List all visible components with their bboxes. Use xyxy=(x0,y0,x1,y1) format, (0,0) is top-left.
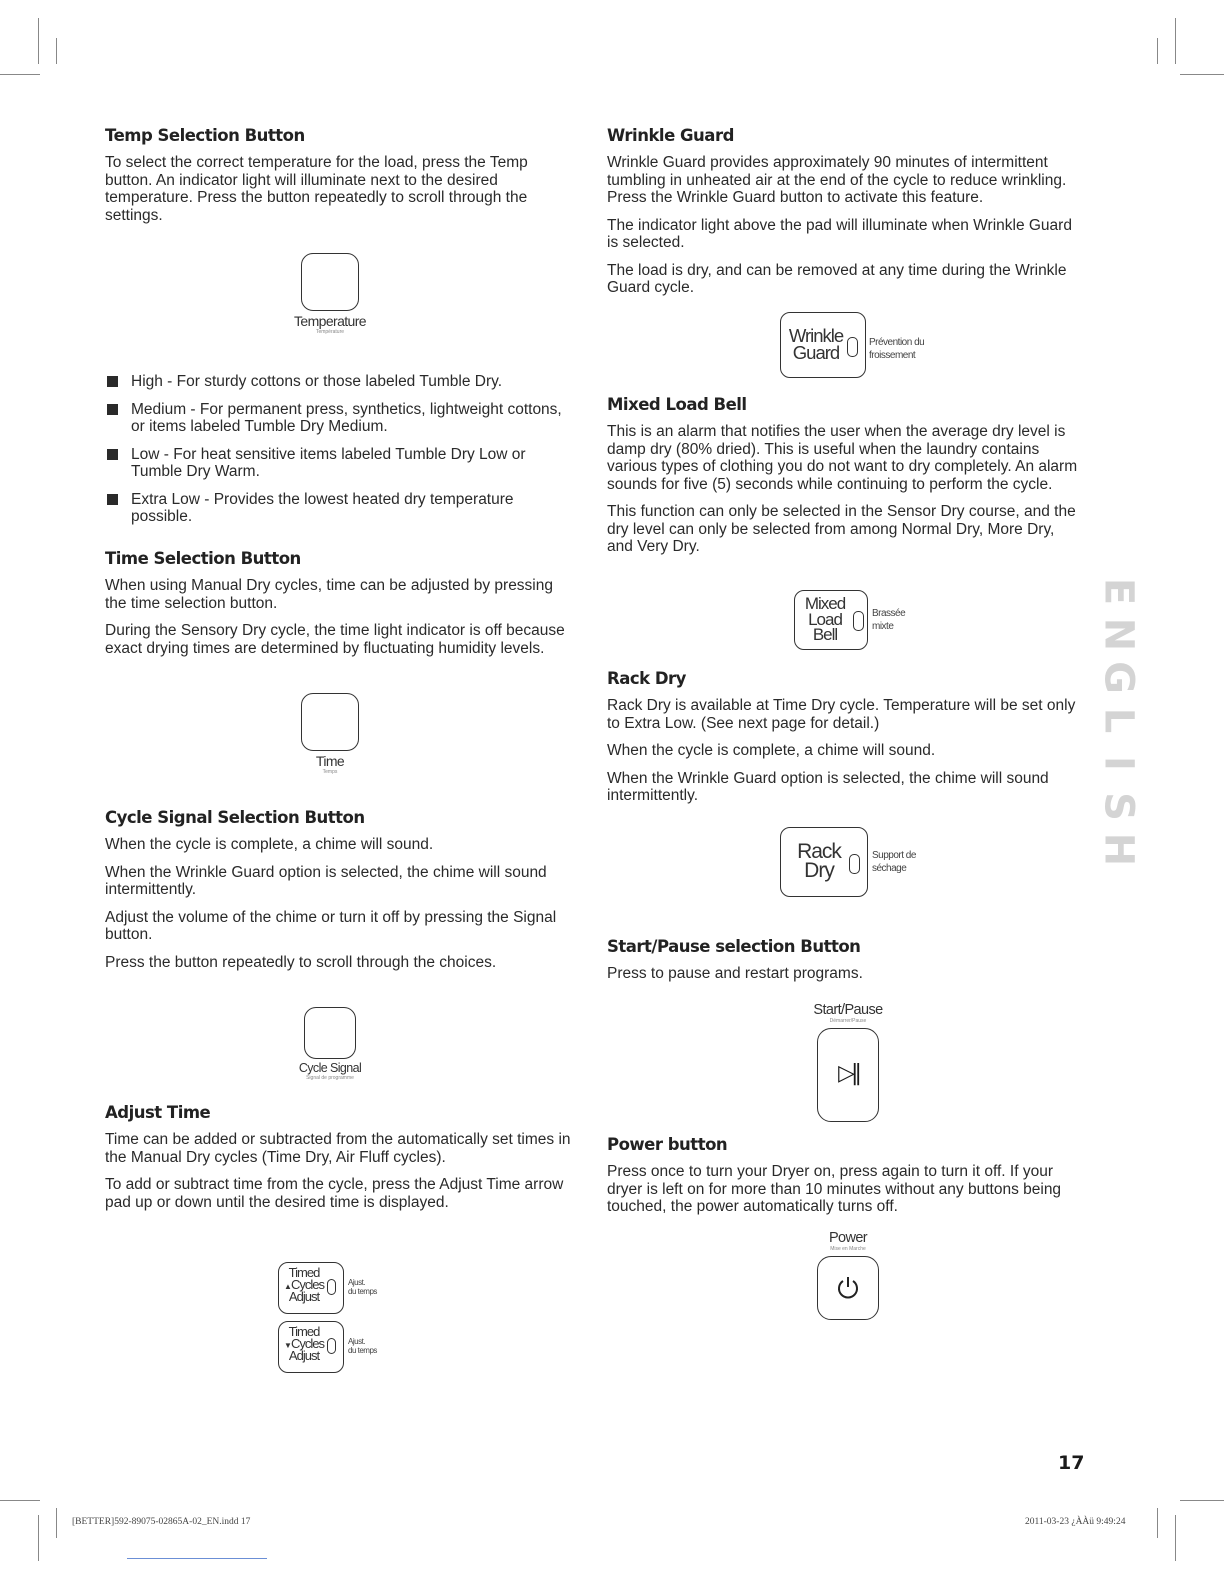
time-button-figure xyxy=(290,693,370,775)
mixed-load-bell-pad xyxy=(794,590,868,650)
adjust-up-label: Timed ▲Cycles Adjust xyxy=(284,1265,324,1304)
adjust-time-paragraph-1: Time can be added or subtracted from the automatically set times in the Manual Dry cycles (Time Dry, Air Fluff cycles). xyxy=(105,1131,571,1166)
time-sublabel: Temps xyxy=(322,769,338,775)
mixed-paragraph-1: This is an alarm that notifies the user when the average dry level is damp dry (80% dried). This is useful when the laundry contains various types of clothing you do not want to dry completely. An alarm sounds for five (5) seconds while continuing to perform the cycle. xyxy=(607,423,1078,493)
mixed-side-label: Brassée mixte xyxy=(872,608,906,632)
adjust-up-side-label: Ajust. du temps xyxy=(348,1278,377,1296)
arrow-down-icon: ▼ xyxy=(284,1340,291,1350)
rack-heading: Rack Dry xyxy=(607,669,686,688)
power-sublabel: Mise en Marche xyxy=(830,1246,866,1252)
footer-rule xyxy=(127,1558,267,1559)
power-label: Power xyxy=(828,1230,868,1246)
power-section xyxy=(607,1135,1082,1226)
power-paragraph: Press once to turn your Dryer on, press again to turn it off. If your dryer is left on for more than 10 minutes without any buttons being touched, the power automatically turns off. xyxy=(607,1163,1062,1215)
cycle-signal-label: Cycle Signal xyxy=(298,1061,362,1075)
indicator-light-icon xyxy=(327,1338,336,1354)
cycle-signal-button-figure xyxy=(280,1007,380,1081)
bullet-high: High - For sturdy cottons or those labeled Tumble Dry. xyxy=(105,373,575,391)
crop-mark xyxy=(1180,1500,1224,1501)
start-paragraph: Press to pause and restart programs. xyxy=(607,965,863,982)
cycle-signal-paragraph-2: When the Wrinkle Guard option is selected, the chime will sound intermittently. xyxy=(105,863,547,898)
bullet-medium: Medium - For permanent press, synthetics, lightweight cottons, or items labeled Tumble Dry Medium. xyxy=(105,401,575,436)
bullet-low: Low - For heat sensitive items labeled Tumble Dry Low or Tumble Dry Warm. xyxy=(105,446,575,481)
indicator-light-icon xyxy=(847,337,858,357)
wrinkle-paragraph-1: Wrinkle Guard provides approximately 90 minutes of intermittent tumbling in unheated air at the end of the cycle to reduce wrinkling. Press the Wrinkle Guard button to activate this feature. xyxy=(607,154,1067,206)
temperature-sublabel: Température xyxy=(315,329,345,335)
temperature-label: Temperature xyxy=(294,313,366,329)
adjust-time-down-pad xyxy=(278,1321,344,1373)
start-pause-pad xyxy=(817,1028,879,1122)
adjust-time-paragraph-2: To add or subtract time from the cycle, press the Adjust Time arrow pad up or down until the desired time is displayed. xyxy=(105,1176,564,1211)
wrinkle-guard-section xyxy=(607,126,1082,307)
temp-bullet-list xyxy=(105,373,575,536)
temp-heading: Temp Selection Button xyxy=(105,126,305,145)
time-paragraph-2: During the Sensory Dry cycle, the time light indicator is off because exact drying times are determined by fluctuating humidity levels. xyxy=(105,622,565,657)
adjust-time-section xyxy=(105,1103,575,1221)
wrinkle-heading: Wrinkle Guard xyxy=(607,126,734,145)
wrinkle-guard-pad xyxy=(780,312,866,378)
rack-side-label: Support de séchage xyxy=(872,850,916,874)
bullet-extra-low: Extra Low - Provides the lowest heated dry temperature possible. xyxy=(105,491,575,526)
rack-paragraph-2: When the cycle is complete, a chime will sound. xyxy=(607,742,936,759)
rack-paragraph-3: When the Wrinkle Guard option is selected, the chime will sound intermittently. xyxy=(607,769,1049,804)
crop-mark xyxy=(38,18,39,64)
indicator-light-icon xyxy=(849,854,860,874)
crop-mark xyxy=(1180,74,1224,75)
crop-mark xyxy=(1157,38,1158,64)
left-column xyxy=(105,126,575,234)
temperature-button-figure xyxy=(290,253,370,335)
mixed-pad-label: Mixed Load Bell xyxy=(804,594,846,645)
power-pad xyxy=(817,1256,879,1320)
adjust-down-label: Timed ▼Cycles Adjust xyxy=(284,1324,324,1363)
rack-dry-pad xyxy=(780,827,868,897)
cycle-signal-pad xyxy=(304,1007,356,1059)
start-pause-sublabel: Démarrer/Pause xyxy=(829,1018,867,1024)
cycle-signal-heading: Cycle Signal Selection Button xyxy=(105,808,365,827)
cycle-signal-sublabel: Signal de programme xyxy=(306,1075,354,1081)
start-pause-label: Start/Pause xyxy=(813,1002,883,1018)
power-icon xyxy=(835,1275,861,1301)
temperature-pad xyxy=(301,253,359,311)
rack-paragraph-1: Rack Dry is available at Time Dry cycle. Temperature will be set only to Extra Low. (See next page for detail.) xyxy=(607,697,1076,732)
crop-mark xyxy=(0,1500,40,1501)
adjust-down-side-label: Ajust. du temps xyxy=(348,1337,377,1355)
language-side-tab: E N G L I S H xyxy=(1095,577,1142,867)
mixed-heading: Mixed Load Bell xyxy=(607,395,747,414)
wrinkle-pad-label: Wrinkle Guard xyxy=(788,325,844,364)
wrinkle-paragraph-3: The load is dry, and can be removed at any time during the Wrinkle Guard cycle. xyxy=(607,261,1067,296)
wrinkle-side-label: Prévention du froissement xyxy=(869,337,925,361)
cycle-signal-paragraph-4: Press the button repeatedly to scroll through the choices. xyxy=(105,953,497,971)
indicator-light-icon xyxy=(327,1279,336,1295)
crop-mark xyxy=(1175,1515,1176,1561)
time-label: Time xyxy=(315,753,345,769)
adjust-time-up-pad xyxy=(278,1262,344,1314)
start-heading: Start/Pause selection Button xyxy=(607,937,861,956)
footer-timestamp: 2011-03-23 ¿ÀÀü 9:49:24 xyxy=(1025,1517,1126,1527)
crop-mark xyxy=(56,38,57,64)
bullet-square-icon xyxy=(107,449,118,460)
crop-mark xyxy=(56,1508,57,1538)
crop-mark xyxy=(1175,18,1176,64)
time-section xyxy=(105,549,575,667)
mixed-paragraph-2: This function can only be selected in the Sensor Dry course, and the dry level can only be selected from among Normal Dry, More Dry, and Very Dry. xyxy=(607,503,1076,555)
adjust-time-heading: Adjust Time xyxy=(105,1103,211,1122)
mixed-load-section xyxy=(607,395,1082,566)
wrinkle-paragraph-2: The indicator light above the pad will illuminate when Wrinkle Guard is selected. xyxy=(607,216,1072,251)
cycle-signal-paragraph-1: When the cycle is complete, a chime will sound. xyxy=(105,836,434,853)
page-number: 17 xyxy=(1058,1452,1085,1474)
cycle-signal-paragraph-3: Adjust the volume of the chime or turn it off by pressing the Signal button. xyxy=(105,908,557,943)
footer-file-info: [BETTER]592-89075-02865A-02_EN.indd 17 xyxy=(72,1517,251,1527)
play-pause-icon: ▷|| xyxy=(838,1061,858,1086)
crop-mark xyxy=(0,74,40,75)
time-paragraph-1: When using Manual Dry cycles, time can be adjusted by pressing the time selection button. xyxy=(105,577,553,612)
bullet-square-icon xyxy=(107,494,118,505)
indicator-light-icon xyxy=(853,611,864,631)
bullet-square-icon xyxy=(107,404,118,415)
crop-mark xyxy=(1157,1508,1158,1538)
time-heading: Time Selection Button xyxy=(105,549,301,568)
start-pause-section xyxy=(607,937,1082,993)
temp-paragraph: To select the correct temperature for the load, press the Temp button. An indicator light will illuminate next to the desired temperature. Press the button repeatedly to scroll through the settings. xyxy=(105,154,528,224)
power-button-figure xyxy=(798,1228,898,1320)
start-pause-button-figure xyxy=(798,1000,898,1122)
arrow-up-icon: ▲ xyxy=(284,1281,291,1291)
crop-mark xyxy=(38,1515,39,1561)
rack-pad-label: Rack Dry xyxy=(797,840,841,883)
power-heading: Power button xyxy=(607,1135,728,1154)
time-pad xyxy=(301,693,359,751)
bullet-square-icon xyxy=(107,376,118,387)
cycle-signal-section xyxy=(105,808,575,981)
rack-dry-section xyxy=(607,669,1082,815)
